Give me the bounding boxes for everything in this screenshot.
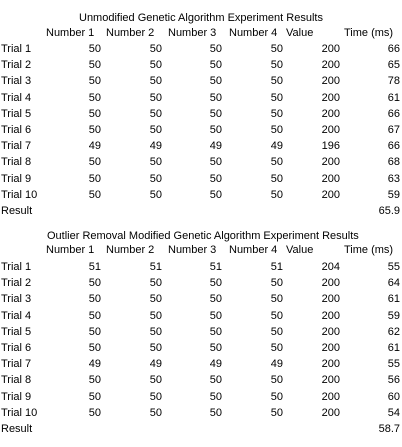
- column-header: Number 2: [106, 27, 155, 39]
- table-cell: 196: [321, 140, 340, 153]
- column-header: Number 3: [168, 27, 217, 39]
- result-row: [0, 421, 402, 437]
- table-row: [0, 154, 402, 170]
- row-label: Trial 9: [1, 390, 32, 403]
- table-cell: 50: [149, 59, 162, 72]
- table-cell: 50: [209, 75, 222, 88]
- table-row: [0, 73, 402, 89]
- table-cell: 200: [321, 124, 340, 136]
- table-cell: 50: [209, 59, 222, 72]
- column-header: Value: [286, 244, 314, 256]
- table-cell: 50: [149, 342, 162, 354]
- table-cell: 51: [270, 261, 283, 273]
- table-cell: 55: [387, 261, 400, 273]
- table-cell: 50: [209, 91, 222, 104]
- table-cell: 200: [321, 91, 340, 104]
- table-cell: 50: [270, 277, 283, 290]
- table-cell: 51: [149, 261, 162, 273]
- table-cell: 200: [321, 293, 340, 306]
- row-label: Trial 3: [1, 75, 32, 88]
- column-header: Number 4: [229, 244, 278, 256]
- column-header: Number 3: [168, 244, 217, 256]
- table-cell: 61: [387, 91, 400, 104]
- table-row: [0, 308, 402, 324]
- row-label: Trial 8: [1, 156, 32, 169]
- table-cell: 50: [270, 293, 283, 306]
- row-label: Trial 4: [1, 309, 32, 322]
- table-cell: 50: [88, 406, 101, 419]
- table-cell: 50: [88, 309, 101, 322]
- row-label: Trial 7: [1, 140, 32, 153]
- table-cell: 50: [149, 293, 162, 306]
- table-cell: 50: [209, 342, 222, 354]
- table-row: [0, 405, 402, 421]
- row-label: Trial 10: [1, 188, 38, 201]
- table-row: [0, 372, 402, 388]
- table-cell: 50: [209, 293, 222, 306]
- table-cell: 64: [387, 277, 400, 290]
- table-cell: 200: [321, 342, 340, 354]
- table-cell: 50: [88, 325, 101, 338]
- table-cell: 61: [387, 293, 400, 306]
- table-cell: 56: [387, 374, 400, 387]
- table-row: [0, 389, 402, 405]
- table-title: Unmodified Genetic Algorithm Experiment Results: [79, 12, 323, 24]
- table-cell: 50: [270, 325, 283, 338]
- column-header: Number 4: [229, 27, 278, 39]
- table-cell: 50: [149, 91, 162, 104]
- table-cell: 49: [209, 358, 222, 371]
- table-cell: 60: [387, 390, 400, 403]
- table-cell: 49: [149, 140, 162, 153]
- table-cell: 49: [88, 358, 101, 371]
- column-header: Value: [286, 27, 314, 39]
- table-row: [0, 187, 402, 203]
- table-cell: 50: [88, 107, 101, 120]
- table-row: [0, 41, 402, 57]
- table-row: [0, 324, 402, 340]
- table-cell: 50: [209, 156, 222, 169]
- table-cell: 50: [88, 188, 101, 201]
- table-cell: 66: [387, 107, 400, 120]
- table-row: [0, 90, 402, 106]
- table-cell: 200: [321, 107, 340, 120]
- table-cell: 200: [321, 406, 340, 419]
- result-value: 58.7: [378, 423, 400, 435]
- table-cell: 50: [270, 374, 283, 387]
- table-cell: 50: [209, 107, 222, 120]
- table-cell: 59: [387, 188, 400, 201]
- table-cell: 49: [270, 358, 283, 371]
- table-row: [0, 291, 402, 307]
- table-cell: 50: [209, 124, 222, 136]
- table-cell: 200: [321, 59, 340, 72]
- row-label: Trial 5: [1, 107, 32, 120]
- table-cell: 200: [321, 390, 340, 403]
- table-cell: 200: [321, 309, 340, 322]
- table-cell: 50: [88, 342, 101, 354]
- table-cell: 50: [270, 342, 283, 354]
- row-label: Trial 2: [1, 277, 32, 290]
- result-value: 65.9: [378, 205, 400, 217]
- table-cell: 50: [209, 43, 222, 55]
- column-header: Time (ms): [344, 244, 394, 256]
- table-cell: 49: [88, 140, 101, 153]
- table-cell: 55: [387, 358, 400, 371]
- table-cell: 50: [209, 309, 222, 322]
- table-cell: 78: [387, 75, 400, 88]
- table-row: [0, 171, 402, 187]
- table-cell: 50: [209, 188, 222, 201]
- table-cell: 50: [270, 43, 283, 55]
- table-cell: 50: [209, 172, 222, 185]
- table-cell: 50: [149, 188, 162, 201]
- table-cell: 50: [149, 406, 162, 419]
- table-cell: 200: [321, 277, 340, 290]
- row-label: Trial 2: [1, 59, 32, 72]
- table-cell: 50: [88, 277, 101, 290]
- table-row: [0, 138, 402, 154]
- table-cell: 49: [270, 140, 283, 153]
- row-label: Trial 4: [1, 91, 32, 104]
- table-cell: 204: [321, 261, 340, 273]
- table-cell: 63: [387, 172, 400, 185]
- table-cell: 59: [387, 309, 400, 322]
- row-label: Trial 8: [1, 374, 32, 387]
- table-cell: 200: [321, 188, 340, 201]
- table-cell: 50: [88, 59, 101, 72]
- table-cell: 50: [270, 390, 283, 403]
- table-cell: 50: [149, 374, 162, 387]
- table-cell: 50: [270, 156, 283, 169]
- table-cell: 200: [321, 172, 340, 185]
- table-cell: 50: [149, 156, 162, 169]
- table-row: [0, 356, 402, 372]
- table-cell: 50: [149, 107, 162, 120]
- table-cell: 49: [149, 358, 162, 371]
- table-cell: 50: [270, 59, 283, 72]
- table-cell: 66: [387, 140, 400, 153]
- column-header: Number 1: [46, 244, 95, 256]
- table-cell: 50: [88, 390, 101, 403]
- table-cell: 50: [270, 91, 283, 104]
- row-label: Trial 10: [1, 406, 38, 419]
- table-cell: 50: [149, 75, 162, 88]
- table-cell: 50: [209, 390, 222, 403]
- table-row: [0, 259, 402, 275]
- table-row: [0, 106, 402, 122]
- table-cell: 50: [270, 124, 283, 136]
- table-cell: 61: [387, 342, 400, 354]
- row-label: Trial 3: [1, 293, 32, 306]
- table-cell: 50: [270, 107, 283, 120]
- column-header: Number 1: [46, 27, 95, 39]
- table-cell: 51: [209, 261, 222, 273]
- row-label: Trial 1: [1, 43, 32, 55]
- table-cell: 50: [88, 124, 101, 136]
- column-header: Time (ms): [344, 27, 394, 39]
- table-cell: 200: [321, 358, 340, 371]
- table-cell: 50: [88, 156, 101, 169]
- table-cell: 50: [88, 293, 101, 306]
- table-cell: 65: [387, 59, 400, 72]
- table-cell: 54: [387, 406, 400, 419]
- result-label: Result: [1, 423, 33, 435]
- table-cell: 50: [149, 390, 162, 403]
- table-row: [0, 275, 402, 291]
- row-label: Trial 5: [1, 325, 32, 338]
- table-cell: 50: [149, 309, 162, 322]
- table-row: [0, 340, 402, 356]
- table-cell: 50: [270, 75, 283, 88]
- table-cell: 50: [209, 374, 222, 387]
- table-row: [0, 57, 402, 73]
- row-label: Trial 6: [1, 342, 32, 354]
- column-header: Number 2: [106, 244, 155, 256]
- table-cell: 50: [88, 374, 101, 387]
- row-label: Trial 6: [1, 124, 32, 136]
- table-cell: 50: [270, 172, 283, 185]
- table-cell: 50: [209, 406, 222, 419]
- table-cell: 50: [149, 124, 162, 136]
- table-cell: 50: [88, 43, 101, 55]
- table-cell: 200: [321, 43, 340, 55]
- table-cell: 50: [149, 172, 162, 185]
- table-row: [0, 122, 402, 138]
- table-cell: 50: [88, 91, 101, 104]
- table-cell: 200: [321, 325, 340, 338]
- table-cell: 50: [270, 188, 283, 201]
- table-cell: 68: [387, 156, 400, 169]
- table-cell: 50: [149, 43, 162, 55]
- table-cell: 50: [149, 325, 162, 338]
- table-cell: 50: [270, 406, 283, 419]
- row-label: Trial 9: [1, 172, 32, 185]
- table-cell: 200: [321, 75, 340, 88]
- table-cell: 66: [387, 43, 400, 55]
- table-cell: 62: [387, 325, 400, 338]
- table-cell: 67: [387, 124, 400, 136]
- table-cell: 50: [88, 75, 101, 88]
- result-row: [0, 203, 402, 219]
- table-cell: 50: [88, 172, 101, 185]
- table-cell: 200: [321, 374, 340, 387]
- table-cell: 51: [88, 261, 101, 273]
- table-title: Outlier Removal Modified Genetic Algorithm Experiment Results: [47, 230, 359, 242]
- table-cell: 50: [209, 277, 222, 290]
- table-cell: 49: [209, 140, 222, 153]
- table-cell: 50: [209, 325, 222, 338]
- row-label: Trial 1: [1, 261, 32, 273]
- table-cell: 200: [321, 156, 340, 169]
- row-label: Trial 7: [1, 358, 32, 371]
- table-cell: 50: [149, 277, 162, 290]
- table-cell: 50: [270, 309, 283, 322]
- result-label: Result: [1, 205, 33, 217]
